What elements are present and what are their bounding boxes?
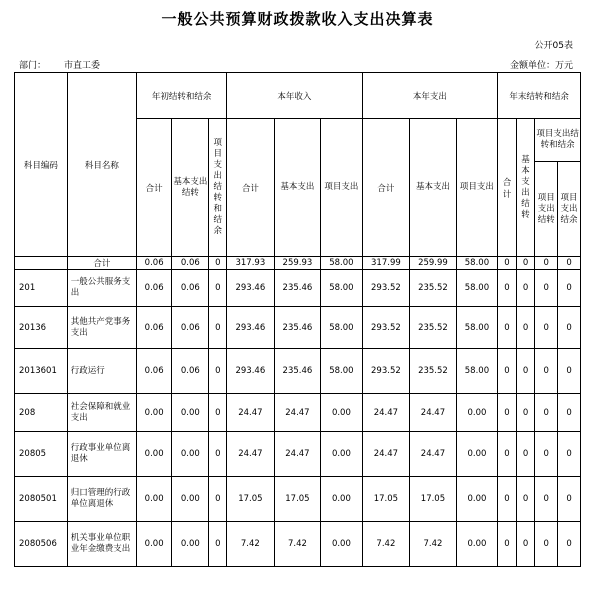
amount-cell: 293.52 [362,270,410,307]
amount-cell: 17.05 [227,477,275,522]
amount-cell: 0 [516,307,535,349]
header-income: 本年收入 [227,73,363,119]
amount-cell: 0 [516,522,535,567]
amount-cell: 0 [516,270,535,307]
subject-name-cell: 其他共产党事务支出 [67,307,136,349]
amount-cell: 235.46 [274,349,321,394]
total-label: 合计 [67,257,136,270]
total-value-cell: 0 [535,257,558,270]
amount-cell: 17.05 [410,477,457,522]
amount-cell: 0 [498,432,517,477]
amount-cell: 235.46 [274,270,321,307]
total-value-cell: 0.06 [137,257,172,270]
amount-cell: 58.00 [456,270,497,307]
amount-cell: 0.00 [137,394,172,432]
amount-cell: 0 [558,477,581,522]
amount-cell: 0 [498,349,517,394]
total-value-cell: 58.00 [321,257,362,270]
amount-cell: 0 [558,522,581,567]
amount-cell: 0.06 [172,270,209,307]
table-row [15,432,581,477]
amount-cell: 0 [535,477,558,522]
amount-cell: 0 [209,270,227,307]
amount-cell: 235.52 [410,349,457,394]
amount-cell: 0.06 [137,270,172,307]
header-expense-total: 合计 [362,119,410,257]
amount-cell: 0 [498,477,517,522]
amount-cell: 0.00 [456,522,497,567]
amount-cell: 58.00 [321,307,362,349]
total-value-cell: 0.06 [172,257,209,270]
amount-cell: 17.05 [362,477,410,522]
amount-cell: 58.00 [456,349,497,394]
amount-cell: 0.00 [172,477,209,522]
amount-cell: 17.05 [274,477,321,522]
dept-name: 市直工委 [64,61,101,71]
dept-label: 部门： [19,61,47,71]
header-opening-total: 合计 [137,119,172,257]
header-income-basic: 基本支出 [274,119,321,257]
amount-cell: 0 [535,307,558,349]
amount-cell: 0.00 [321,477,362,522]
amount-cell: 0.06 [172,307,209,349]
table-row [15,270,581,307]
amount-cell: 293.52 [362,307,410,349]
table-row [15,307,581,349]
amount-cell: 58.00 [321,349,362,394]
amount-cell: 7.42 [410,522,457,567]
subject-code-cell: 20136 [15,307,68,349]
subject-code-cell: 208 [15,394,68,432]
subject-name-cell: 归口管理的行政单位离退休 [67,477,136,522]
amount-cell: 0 [209,522,227,567]
total-value-cell: 259.93 [274,257,321,270]
amount-cell: 0 [535,522,558,567]
header-income-total: 合计 [227,119,275,257]
header-opening: 年初结转和结余 [137,73,227,119]
header-closing-project-surplus: 项目支出结余 [558,162,581,257]
total-row [15,257,581,270]
amount-cell: 0 [516,477,535,522]
total-value-cell: 317.93 [227,257,275,270]
amount-unit: 金额单位：万元 [509,61,573,71]
amount-cell: 0 [535,270,558,307]
amount-cell: 24.47 [227,432,275,477]
amount-cell: 24.47 [410,394,457,432]
amount-cell: 24.47 [274,394,321,432]
amount-cell: 24.47 [227,394,275,432]
header-closing-project-carry: 项目支出结转 [535,162,558,257]
amount-cell: 0 [209,349,227,394]
amount-cell: 0.00 [456,477,497,522]
amount-cell: 58.00 [321,270,362,307]
amount-cell: 0.06 [137,307,172,349]
header-opening-project: 项目支出结转和结余 [209,119,227,257]
header-expense: 本年支出 [362,73,498,119]
amount-cell: 0 [558,349,581,394]
amount-cell: 0.00 [321,394,362,432]
amount-cell: 0.00 [321,432,362,477]
amount-cell: 0 [558,270,581,307]
table-row [15,477,581,522]
amount-cell: 0.06 [172,349,209,394]
amount-cell: 0.00 [172,394,209,432]
header-expense-basic: 基本支出 [410,119,457,257]
amount-cell: 0 [498,394,517,432]
amount-cell: 24.47 [362,394,410,432]
header-opening-basic: 基本支出结转 [172,119,209,257]
total-value-cell: 0 [498,257,517,270]
header-closing-total: 合计 [498,119,517,257]
amount-cell: 0 [535,432,558,477]
header-income-project: 项目支出 [321,119,362,257]
budget-table [14,72,581,567]
amount-cell: 293.46 [227,270,275,307]
amount-cell: 293.46 [227,349,275,394]
amount-cell: 0.00 [137,477,172,522]
subject-code-cell: 2080506 [15,522,68,567]
subject-code-cell: 2013601 [15,349,68,394]
amount-cell: 0 [558,307,581,349]
amount-cell: 0 [209,307,227,349]
amount-cell: 293.46 [227,307,275,349]
amount-cell: 0 [498,307,517,349]
subject-name-cell: 行政运行 [67,349,136,394]
total-value-cell: 317.99 [362,257,410,270]
header-closing-project: 项目支出结转和结余 [535,119,581,162]
subject-name-cell: 机关事业单位职业年金缴费支出 [67,522,136,567]
header-closing-basic: 基本支出结转 [516,119,535,257]
subject-name-cell: 行政事业单位离退休 [67,432,136,477]
amount-cell: 0 [535,349,558,394]
table-row [15,522,581,567]
amount-cell: 0 [209,477,227,522]
amount-cell: 0.00 [137,522,172,567]
amount-cell: 0.06 [137,349,172,394]
amount-cell: 0 [516,432,535,477]
total-value-cell: 0 [516,257,535,270]
amount-cell: 235.52 [410,307,457,349]
amount-cell: 0.00 [137,432,172,477]
amount-cell: 0.00 [456,432,497,477]
subject-code-cell: 2080501 [15,477,68,522]
amount-cell: 0 [498,270,517,307]
amount-cell: 0.00 [456,394,497,432]
header-name: 科目名称 [67,73,136,257]
amount-cell: 0 [209,432,227,477]
subject-name-cell: 一般公共服务支出 [67,270,136,307]
header-expense-project: 项目支出 [456,119,497,257]
header-code: 科目编码 [15,73,68,257]
amount-cell: 235.52 [410,270,457,307]
amount-cell: 24.47 [410,432,457,477]
amount-cell: 7.42 [227,522,275,567]
amount-cell: 58.00 [456,307,497,349]
total-value-cell: 58.00 [456,257,497,270]
table-body [15,257,581,567]
amount-cell: 0.00 [321,522,362,567]
amount-cell: 0 [535,394,558,432]
amount-cell: 0 [498,522,517,567]
amount-cell: 24.47 [362,432,410,477]
header-closing: 年末结转和结余 [498,73,581,119]
table-row [15,349,581,394]
amount-cell: 7.42 [362,522,410,567]
total-value-cell: 0 [558,257,581,270]
amount-cell: 0 [516,394,535,432]
total-code-cell [15,257,68,270]
amount-cell: 0 [209,394,227,432]
amount-cell: 7.42 [274,522,321,567]
table-row [15,394,581,432]
amount-cell: 0 [558,394,581,432]
amount-cell: 0.00 [172,522,209,567]
amount-cell: 235.46 [274,307,321,349]
total-value-cell: 0 [209,257,227,270]
subject-name-cell: 社会保障和就业支出 [67,394,136,432]
subject-code-cell: 201 [15,270,68,307]
table-header [15,73,581,257]
total-value-cell: 259.99 [410,257,457,270]
form-code: 公开05表 [534,41,573,51]
amount-cell: 0 [558,432,581,477]
amount-cell: 0.00 [172,432,209,477]
report-title: 一般公共预算财政拨款收入支出决算表 [161,10,434,28]
amount-cell: 293.52 [362,349,410,394]
amount-cell: 0 [516,349,535,394]
amount-cell: 24.47 [274,432,321,477]
subject-code-cell: 20805 [15,432,68,477]
